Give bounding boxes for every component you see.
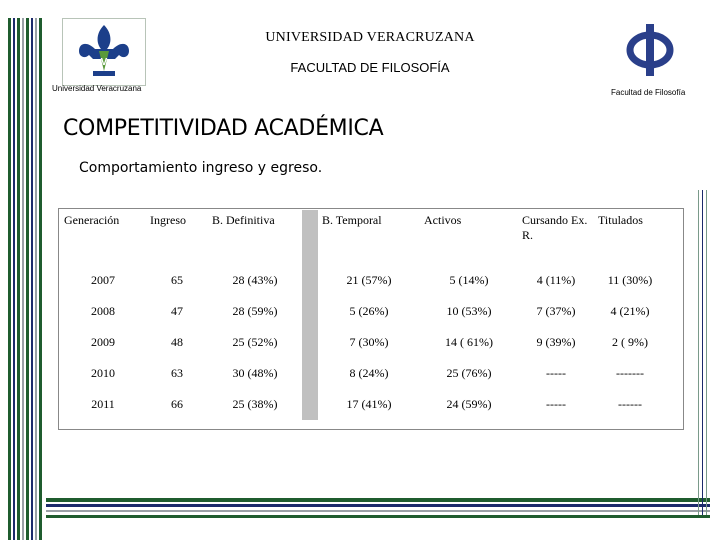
header-cursando: Cursando Ex. R. [522, 213, 588, 242]
table-header-row [60, 210, 666, 265]
cell-ingreso: 48 [171, 335, 183, 349]
cell-activos: 25 (76%) [446, 366, 492, 380]
shaded-separator [302, 210, 318, 265]
cell-b-temporal: 17 (41%) [346, 397, 392, 411]
table-row [60, 358, 666, 389]
cell-b-temporal: 5 (26%) [349, 304, 389, 318]
bottom-bar-green [46, 498, 710, 502]
header-ingreso: Ingreso [150, 213, 186, 227]
page-subtitle: Comportamiento ingreso y egreso. [79, 160, 323, 176]
table-row [60, 327, 666, 358]
bottom-bar-green-2 [46, 515, 710, 518]
header-generacion: Generación [64, 213, 120, 227]
cell-generacion: 2007 [91, 273, 115, 287]
uv-logo [62, 18, 146, 86]
cell-activos: 10 (53%) [446, 304, 492, 318]
cell-titulados: 2 ( 9%) [612, 335, 648, 349]
uv-fleur-de-lis-logo-icon [63, 19, 145, 85]
cell-ingreso: 65 [171, 273, 183, 287]
faculty-name: FACULTAD DE FILOSOFÍA [290, 60, 450, 75]
header-b-definitiva: B. Definitiva [212, 213, 275, 227]
cell-ingreso: 47 [171, 304, 183, 318]
cell-titulados: ------ [618, 397, 642, 411]
cell-generacion: 2009 [91, 335, 115, 349]
cell-titulados: ------- [616, 366, 644, 380]
svg-text:V: V [100, 57, 108, 68]
cell-b-temporal: 21 (57%) [346, 273, 392, 287]
shaded-separator [302, 389, 318, 420]
bottom-bar-navy [46, 504, 710, 507]
cell-cursando: ----- [546, 366, 566, 380]
shaded-separator [302, 358, 318, 389]
cell-generacion: 2008 [91, 304, 115, 318]
cell-ingreso: 66 [171, 397, 183, 411]
bottom-bar-gray [46, 510, 710, 512]
cell-activos: 14 ( 61%) [445, 335, 493, 349]
right-logo-caption: Facultad de Filosofía [611, 88, 686, 97]
right-vertical-line [706, 190, 707, 515]
page-title: COMPETITIVIDAD ACADÉMICA [63, 116, 384, 141]
shaded-separator [302, 265, 318, 296]
right-vertical-line [698, 190, 699, 515]
left-logo-caption: Universidad Veracruzana [52, 84, 142, 93]
table-row [60, 389, 666, 420]
cell-b-temporal: 7 (30%) [349, 335, 389, 349]
cell-generacion: 2011 [91, 397, 115, 411]
cell-titulados: 4 (21%) [610, 304, 650, 318]
table-row [60, 265, 666, 296]
cell-b-definitiva: 25 (38%) [232, 397, 278, 411]
cell-cursando: 9 (39%) [536, 335, 576, 349]
cell-cursando: 7 (37%) [536, 304, 576, 318]
header-b-temporal: B. Temporal [322, 213, 382, 227]
left-decorative-stripes [0, 18, 46, 540]
cell-activos: 24 (59%) [446, 397, 492, 411]
cell-b-definitiva: 28 (59%) [232, 304, 278, 318]
header-titulados: Titulados [598, 213, 643, 227]
cell-cursando: ----- [546, 397, 566, 411]
cell-b-definitiva: 25 (52%) [232, 335, 278, 349]
header-activos: Activos [424, 213, 462, 227]
shaded-separator [302, 296, 318, 327]
cell-b-definitiva: 28 (43%) [232, 273, 278, 287]
cell-ingreso: 63 [171, 366, 183, 380]
right-vertical-line [702, 190, 703, 515]
university-name: UNIVERSIDAD VERACRUZANA [265, 30, 475, 45]
cell-cursando: 4 (11%) [536, 273, 576, 287]
cell-b-definitiva: 30 (48%) [232, 366, 278, 380]
cell-activos: 5 (14%) [449, 273, 489, 287]
cell-b-temporal: 8 (24%) [349, 366, 389, 380]
cell-generacion: 2010 [91, 366, 115, 380]
shaded-separator [302, 327, 318, 358]
cell-titulados: 11 (30%) [607, 273, 653, 287]
enrollment-table [60, 210, 666, 420]
table-row [60, 296, 666, 327]
